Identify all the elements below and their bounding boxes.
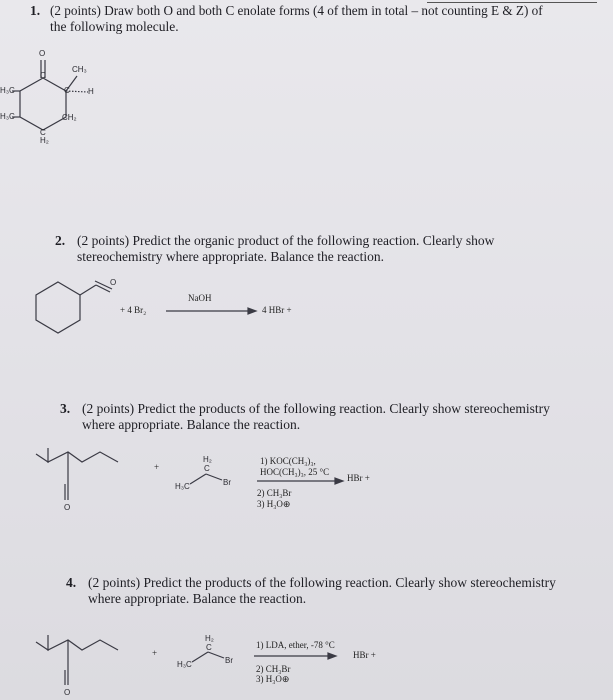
- q4-prompt-line2: where appropriate. Balance the reaction.: [88, 591, 307, 606]
- q4-label-h2: H₂: [205, 634, 214, 643]
- q4-product: HBr +: [353, 650, 376, 660]
- q2-molecule: [36, 281, 112, 333]
- q3-label-h2: H₂: [203, 455, 212, 464]
- q1-label-h2: H₂: [40, 136, 49, 145]
- q1-label-h3c-lower: H₃C: [0, 112, 15, 121]
- q3-alkyl-halide: [190, 474, 222, 484]
- q4-plus: +: [152, 648, 158, 658]
- q4-label-c: C: [206, 643, 212, 652]
- q3-prompt-line1: (2 points) Predict the products of the following reaction. Clearly show stereochemistry: [82, 401, 550, 416]
- q1-label-c-bottom: C: [40, 128, 46, 137]
- q1-label-ch3: CH₃: [72, 65, 87, 74]
- q2-reaction-arrow: [166, 308, 256, 314]
- q2-label-o: O: [110, 278, 117, 287]
- q4-label-br: Br: [225, 656, 233, 665]
- q4-prompt-line1: (2 points) Predict the products of the following reaction. Clearly show stereochemistry: [88, 575, 556, 590]
- q1-label-h3c-upper: H₃C: [0, 86, 15, 95]
- q4-number: 4.: [66, 575, 77, 590]
- q3-condition-1a: 1) KOC(CH₃)₃,: [260, 456, 316, 466]
- q4-condition-2: 2) CH₃Br: [256, 664, 291, 674]
- q4-label-h3c: H₃C: [177, 660, 192, 669]
- q3-number: 3.: [60, 401, 71, 416]
- q1-prompt-line2: the following molecule.: [50, 19, 179, 34]
- q3-label-br: Br: [223, 478, 231, 487]
- q4-alkyl-halide: [192, 652, 224, 662]
- q3-label-c: C: [204, 464, 210, 473]
- q3-condition-3: 3) H₃O⊕: [257, 499, 291, 509]
- q3-condition-2: 2) CH₃Br: [257, 488, 292, 498]
- q3-product: HBr +: [347, 473, 370, 483]
- q3-prompt-line2: where appropriate. Balance the reaction.: [82, 417, 301, 432]
- q2-reagent: + 4 Br₂: [120, 305, 147, 315]
- q4-condition-1: 1) LDA, ether, -78 °C: [256, 640, 335, 650]
- q1-prompt-line1: (2 points) Draw both O and both C enolate forms (4 of them in total – not counting E & Z) of: [50, 3, 543, 18]
- q3-plus: +: [154, 462, 160, 472]
- q1-number: 1.: [30, 3, 41, 18]
- q1-label-o: O: [39, 49, 46, 58]
- q2-product: 4 HBr +: [262, 305, 292, 315]
- q2-prompt-line1: (2 points) Predict the organic product of the following reaction. Clearly show: [77, 233, 495, 248]
- q2-prompt-line2: stereochemistry where appropriate. Balance the reaction.: [77, 249, 384, 264]
- q1-label-ch2: CH₂: [62, 113, 77, 122]
- q3-label-h3c: H₃C: [175, 482, 190, 491]
- q2-number: 2.: [55, 233, 66, 248]
- q4-label-o: O: [64, 688, 71, 697]
- q1-label-c-wedge: C: [64, 86, 70, 95]
- q3-ketone: [36, 448, 118, 500]
- q3-reaction-arrow: [257, 478, 343, 484]
- q3-label-o: O: [64, 503, 71, 512]
- q3-condition-1b: HOC(CH₃)₃, 25 °C: [260, 467, 330, 477]
- q1-label-h: H: [88, 87, 94, 96]
- q4-reaction-arrow: [254, 653, 336, 659]
- q1-label-c-top: C: [40, 71, 46, 80]
- q4-ketone: [36, 635, 118, 685]
- q4-condition-3: 3) H₃O⊕: [256, 674, 290, 684]
- q2-arrow-label: NaOH: [188, 293, 212, 303]
